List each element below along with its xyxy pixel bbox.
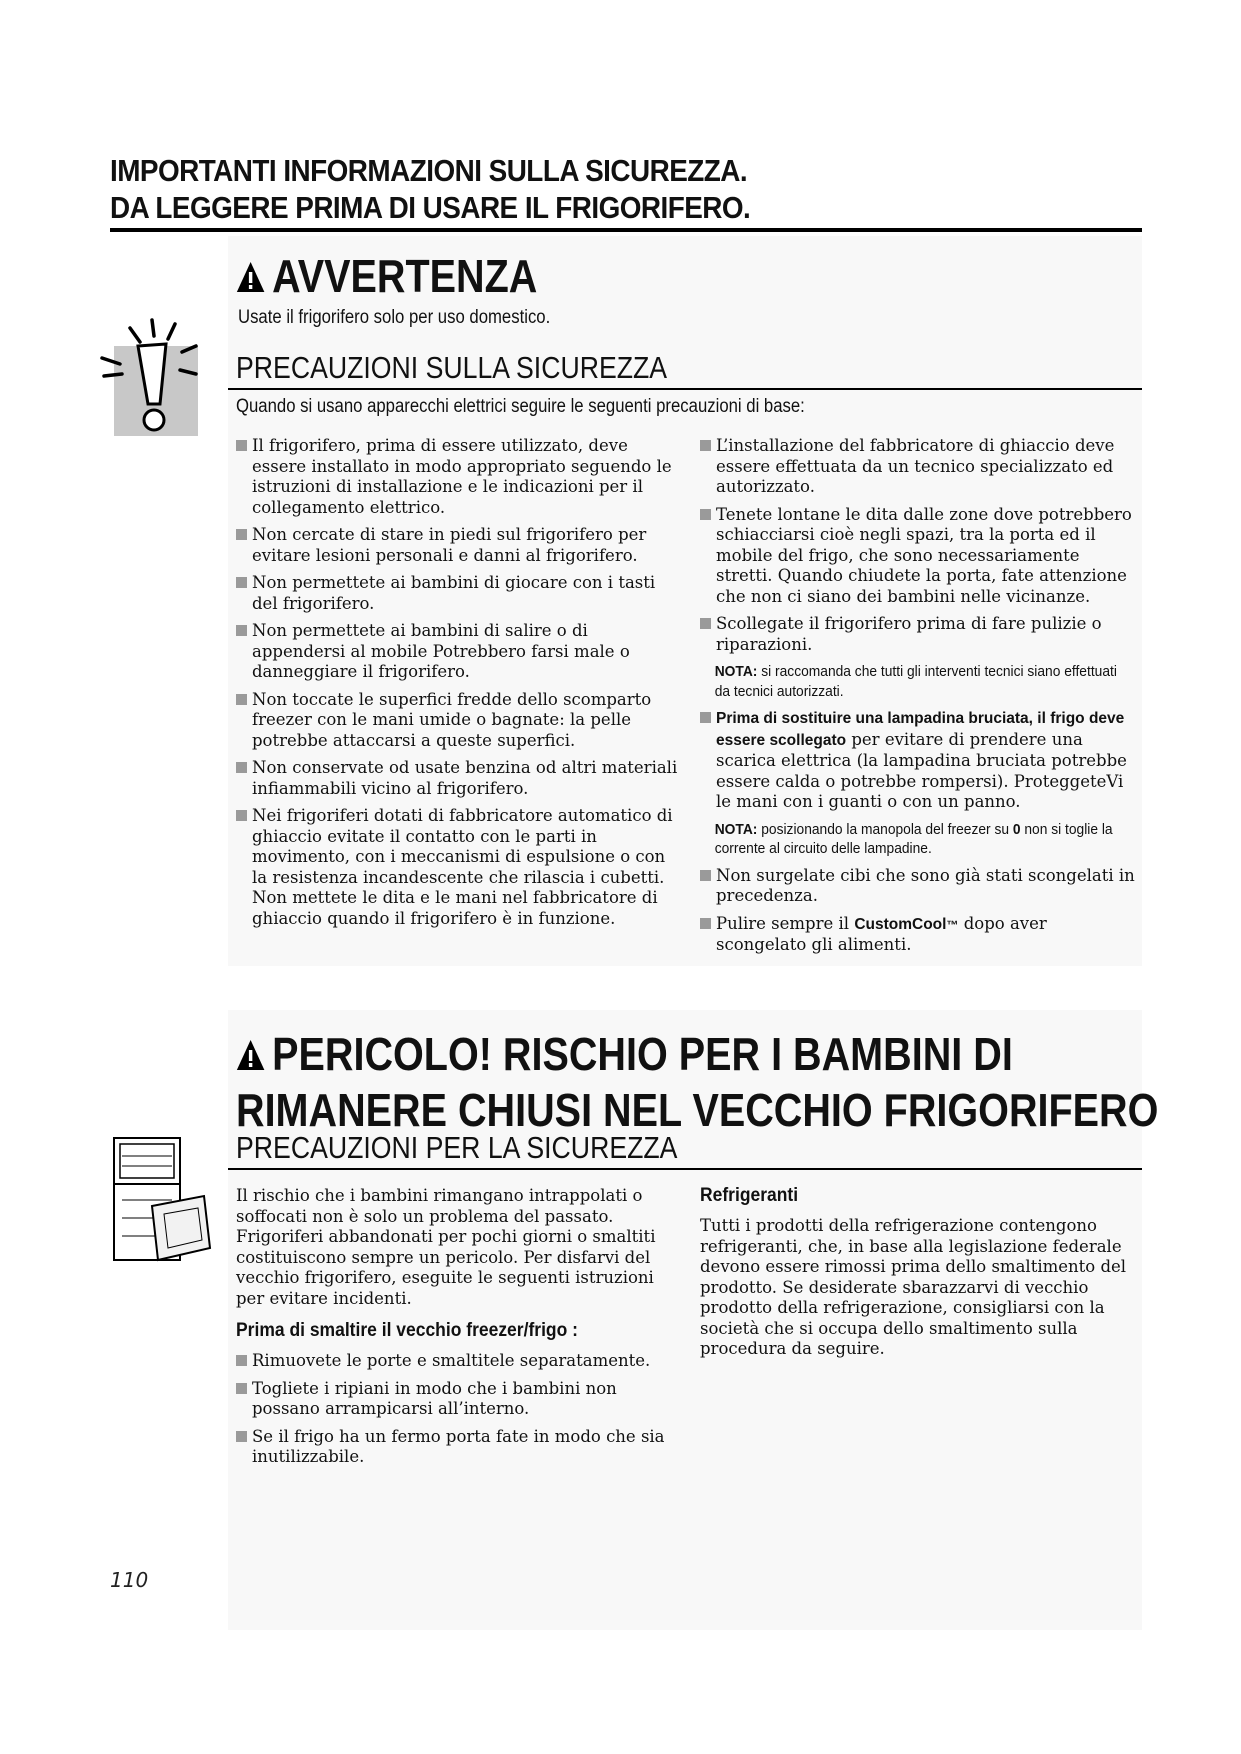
bullet-square-icon	[236, 529, 247, 540]
bullet-square-icon	[236, 810, 247, 821]
bullet-square-icon	[236, 1383, 247, 1394]
warning-triangle-icon	[236, 250, 265, 306]
disposal-subheading: Prima di smaltire il vecchio freezer/frigo :	[236, 1320, 578, 1341]
list-item: Non permettete ai bambini di salire o di appendersi al mobile Potrebbero farsi male o danneggiare il frigorifero.	[236, 621, 682, 683]
bullet-square-icon	[700, 918, 711, 929]
list-item: Tenete lontane le dita dalle zone dove potrebbero schiacciarsi cioè negli spazi, tra la porta ed il mobile del frigo, che sono necessariamente stretti. Quando chiudete la porta, fate attenzione che non ci siano dei bambini nelle vicinanze.	[700, 505, 1140, 608]
danger-heading-line-1: PERICOLO! RISCHIO PER I BAMBINI DI	[236, 1028, 1158, 1084]
danger-right-column	[700, 1184, 1140, 1370]
danger-left-column	[236, 1186, 676, 1475]
warning-section-intro: Quando si usano apparecchi elettrici seguire le seguenti precauzioni di base:	[236, 396, 805, 417]
list-item: Non permettete ai bambini di giocare con i tasti del frigorifero.	[236, 573, 682, 614]
list-item: Non conservate od usate benzina od altri materiali infiammabili vicino al frigorifero.	[236, 758, 682, 799]
danger-section-rule	[228, 1168, 1142, 1170]
bullet-square-icon	[700, 509, 711, 520]
warning-triangle-icon	[236, 1028, 265, 1084]
note-freezer-knob: NOTA: posizionando la manopola del freezer su 0 non si toglie la corrente al circuito delle lampadine.	[714, 820, 1113, 857]
title-line-2: DA LEGGERE PRIMA DI USARE IL FRIGORIFERO.	[110, 190, 751, 225]
list-item: Togliete i ripiani in modo che i bambini non possano arrampicarsi all’interno.	[236, 1379, 676, 1420]
warning-left-column	[236, 436, 682, 936]
warning-section-rule	[228, 388, 1142, 390]
list-item: Non surgelate cibi che sono già stati scongelati in precedenza.	[700, 866, 1140, 907]
list-item: Nei frigoriferi dotati di fabbricatore automatico di ghiaccio evitate il contatto con le parti in movimento, con i meccanismi di espulsione o con la resistenza incandescente che rilascia i cubetti. Non mettete le dita e le mani nel fabbricatore di ghiaccio quando il frigorifero è in funzione.	[236, 806, 682, 929]
list-item: Non cercate di stare in piedi sul frigorifero per evitare lesioni personali e danni al frigorifero.	[236, 525, 682, 566]
danger-heading	[236, 1028, 1158, 1136]
list-item: Se il frigo ha un fermo porta fate in modo che sia inutilizzabile.	[236, 1427, 676, 1468]
bullet-square-icon	[236, 1355, 247, 1366]
list-item: Il frigorifero, prima di essere utilizzato, deve essere installato in modo appropriato seguendo le istruzioni di installazione e le indicazioni per il collegamento elettrico.	[236, 436, 682, 518]
warning-right-column	[700, 436, 1140, 963]
danger-paragraph: Il rischio che i bambini rimangano intrappolati o soffocati non è solo un problema del passato. Frigoriferi abbandonati per pochi giorni o smaltiti costituiscono sempre un pericolo. Per disfarvi del vecchio frigorifero, eseguite le seguenti istruzioni per evitare incidenti.	[236, 1186, 656, 1308]
warning-section-title: PRECAUZIONI SULLA SICUREZZA	[236, 350, 668, 385]
danger-heading-line-2: RIMANERE CHIUSI NEL VECCHIO FRIGORIFERO	[236, 1084, 1159, 1136]
bullet-square-icon	[236, 1431, 247, 1442]
warning-intro: Usate il frigorifero solo per uso domestico.	[238, 307, 551, 328]
list-item: Pulire sempre il CustomCool™ dopo aver scongelato gli alimenti.	[700, 914, 1140, 956]
bullet-square-icon	[700, 440, 711, 451]
bullet-square-icon	[700, 870, 711, 881]
bullet-square-icon	[236, 694, 247, 705]
danger-section-title: PRECAUZIONI PER LA SICUREZZA	[236, 1130, 678, 1165]
page-number: 110	[110, 1568, 149, 1592]
refrigerants-title: Refrigeranti	[700, 1185, 799, 1206]
warning-heading	[236, 250, 537, 306]
bullet-square-icon	[236, 762, 247, 773]
bullet-square-icon	[700, 712, 711, 723]
refrigerants-text: Tutti i prodotti della refrigerazione contengono refrigeranti, che, in base alla legislazione federale devono essere rimossi prima dello smaltimento del prodotto. Se desiderate sbarazzarvi di vecchio prodotto della refrigerazione, consigliarsi con la società che si occupa dello smaltimento sulla procedura da seguire.	[700, 1216, 1127, 1358]
list-item: Rimuovete le porte e smaltitele separatamente.	[236, 1351, 676, 1372]
bullet-square-icon	[236, 440, 247, 451]
exclamation-illustration-icon	[100, 318, 198, 436]
list-item: L’installazione del fabbricatore di ghiaccio deve essere effettuata da un tecnico specializzato ed autorizzato.	[700, 436, 1140, 498]
refrigerator-illustration-icon	[112, 1136, 214, 1264]
title-line-1: IMPORTANTI INFORMAZIONI SULLA SICUREZZA.	[110, 153, 748, 188]
bullet-square-icon	[236, 577, 247, 588]
list-item: Scollegate il frigorifero prima di fare pulizie o riparazioni.	[700, 614, 1140, 655]
warning-heading-text: AVVERTENZA	[272, 250, 538, 302]
page-title	[110, 152, 1037, 226]
title-rule	[110, 228, 1142, 232]
list-item: Non toccate le superfici fredde dello scomparto freezer con le mani umide o bagnate: la pelle potrebbe attaccarsi a queste superfici.	[236, 690, 682, 752]
bullet-square-icon	[236, 625, 247, 636]
list-item: Prima di sostituire una lampadina bruciata, il frigo deve essere scollegato per evitare di prendere una scarica elettrica (la lampadina bruciata potrebbe essere calda o potrebbe rompersi). ProteggeteVi le mani con i guanti o con un panno.	[700, 708, 1140, 813]
bullet-square-icon	[700, 618, 711, 629]
note-technicians: NOTA: si raccomanda che tutti gli interventi tecnici siano effettuati da tecnici autorizzati.	[714, 663, 1117, 700]
